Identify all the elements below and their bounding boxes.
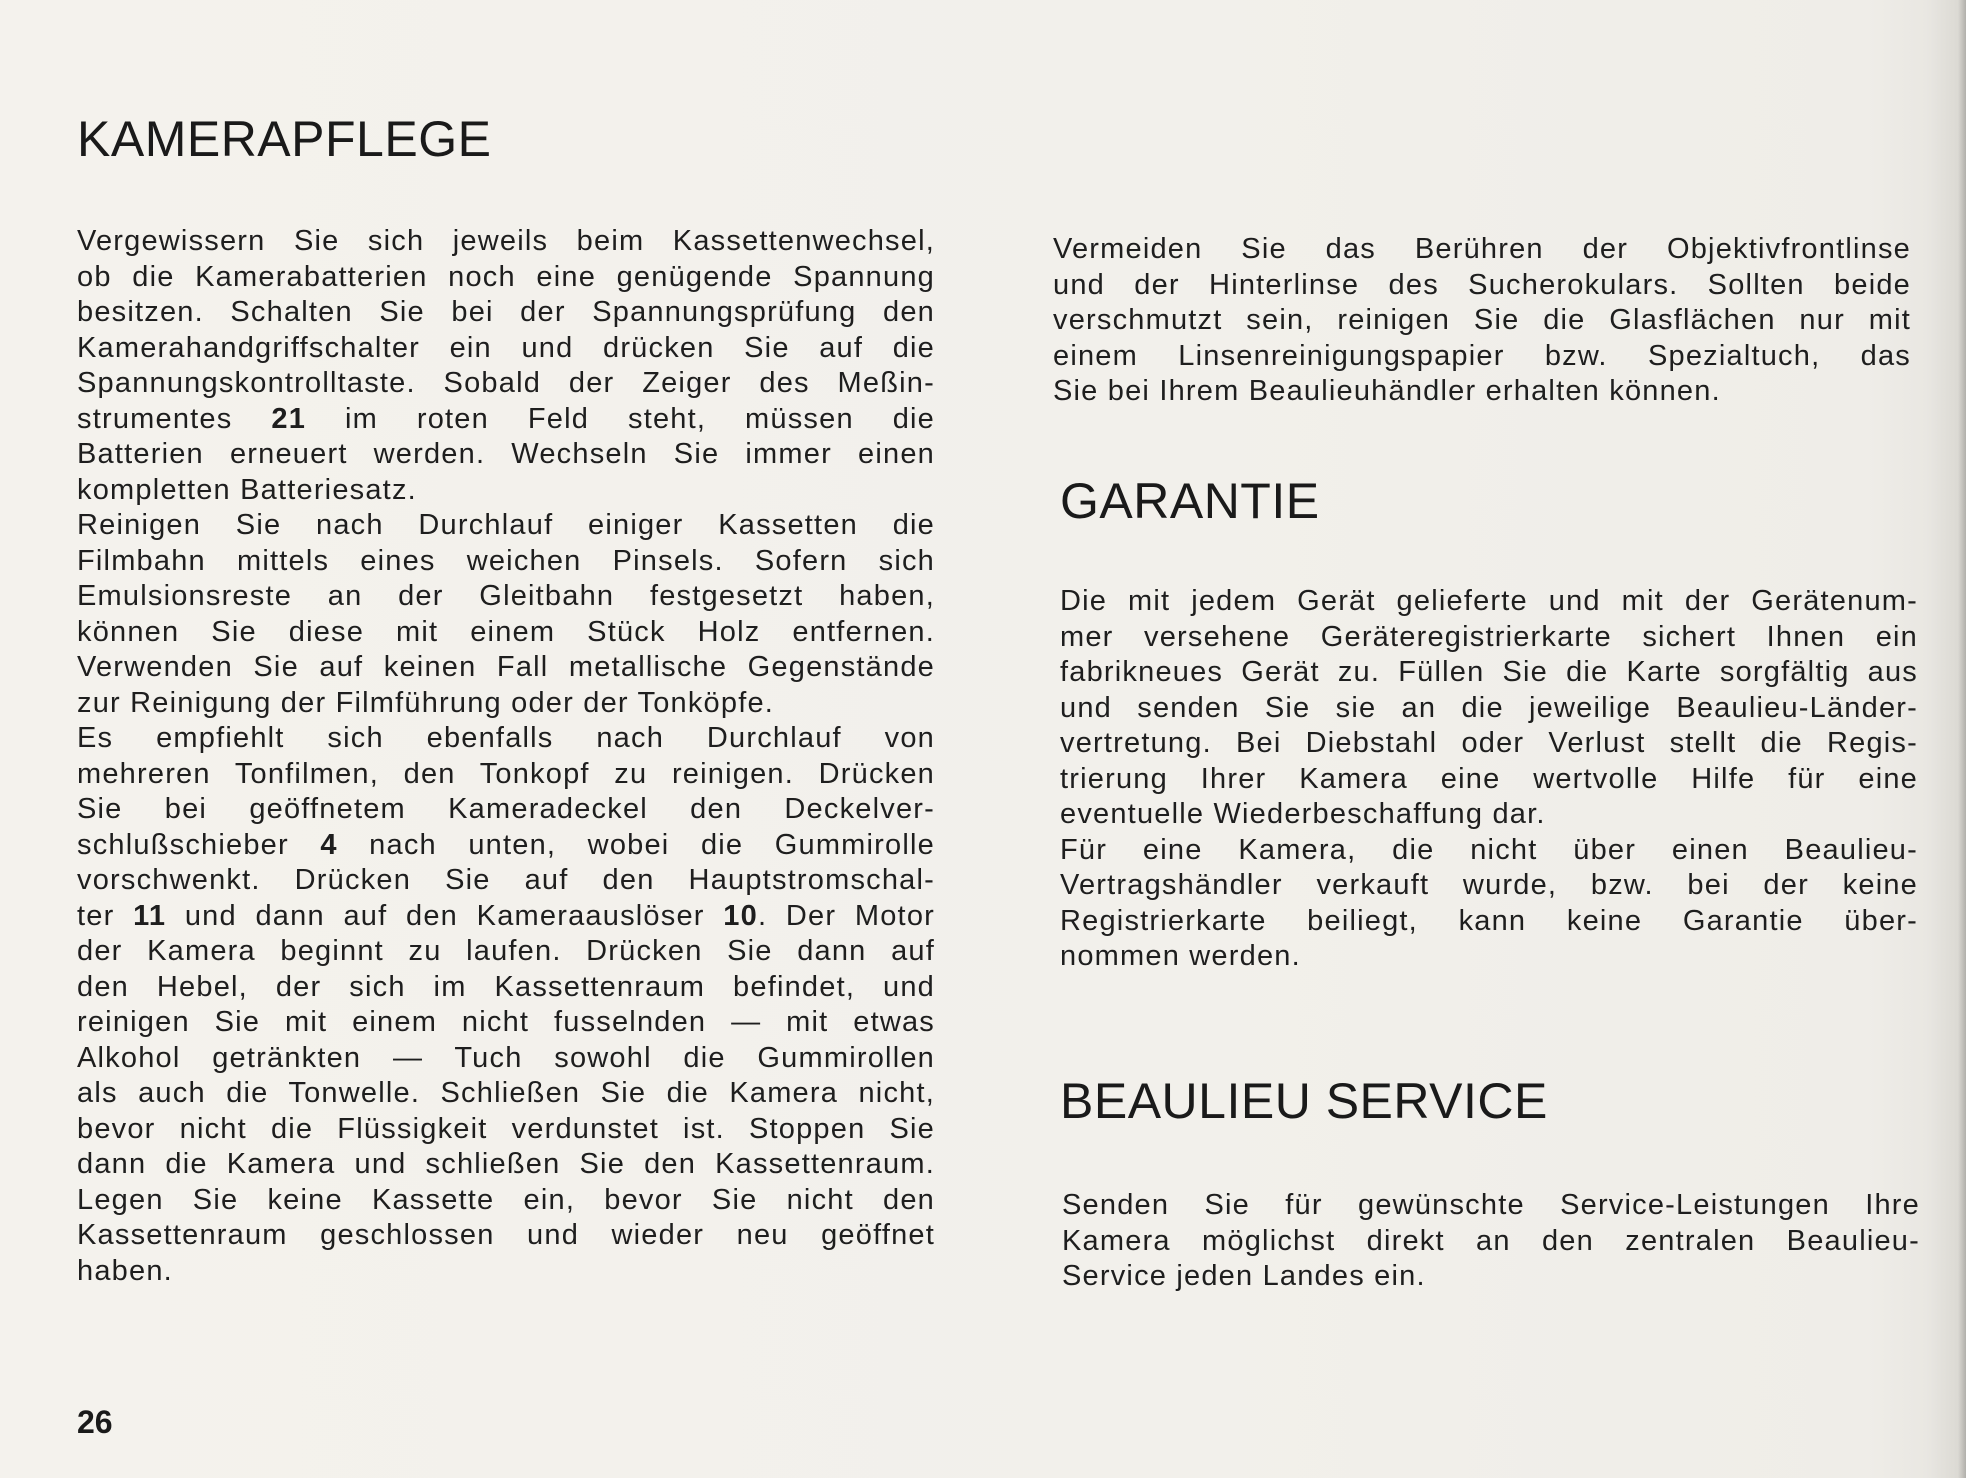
text-line: Spannungskontrolltaste. Sobald der Zeiger des Meßin- — [77, 367, 935, 399]
heading-beaulieu-service: BEAULIEU SERVICE — [1060, 1073, 1548, 1129]
text-line: Für eine Kamera, die nicht über einen Beaulieu- — [1060, 833, 1918, 866]
text-line: als auch die Tonwelle. Schließen Sie die Kamera nicht, — [77, 1077, 935, 1109]
text-line: einem Linsenreinigungspapier bzw. Spezialtuch, das — [1053, 339, 1911, 372]
part-number-ref: 21 — [271, 402, 307, 435]
text-line: Es empfiehlt sich ebenfalls nach Durchlauf von — [77, 722, 935, 754]
garantie-body — [1060, 584, 1918, 975]
text-line: haben. — [77, 1254, 173, 1287]
part-number-ref: 11 — [133, 899, 167, 932]
text-line: Sie bei geöffnetem Kameradeckel den Deckelver- — [77, 793, 935, 825]
text-line: Legen Sie keine Kassette ein, bevor Sie nicht den — [77, 1183, 935, 1216]
text-line: bevor nicht die Flüssigkeit verdunstet ist. Stoppen Sie — [77, 1112, 935, 1145]
text-line: Kassettenraum geschlossen und wieder neu geöffnet — [77, 1219, 935, 1251]
text-segment: im roten Feld steht, müssen die — [306, 402, 935, 435]
text-line: dann die Kamera und schließen Sie den Kassettenraum. — [77, 1148, 935, 1180]
text-line: mer versehene Geräteregistrierkarte sichert Ihnen ein — [1060, 620, 1918, 653]
text-line: Registrierkarte beiliegt, kann keine Garantie über- — [1060, 904, 1918, 937]
text-line: Emulsionsreste an der Gleitbahn festgesetzt haben, — [77, 580, 935, 612]
part-number-ref: 4 — [320, 828, 338, 861]
text-line: Vergewissern Sie sich jeweils beim Kassettenwechsel, — [77, 225, 935, 257]
heading-garantie: GARANTIE — [1060, 473, 1320, 529]
page-number: 26 — [77, 1404, 113, 1440]
text-line: der Kamera beginnt zu laufen. Drücken Sie dann auf — [77, 935, 935, 967]
text-line: besitzen. Schalten Sie bei der Spannungsprüfung den — [77, 296, 935, 328]
text-line: nommen werden. — [1060, 940, 1301, 972]
text-line — [77, 899, 935, 935]
text-line: zur Reinigung der Filmführung oder der Tonköpfe. — [77, 686, 775, 719]
text-line: eventuelle Wiederbeschaffung dar. — [1060, 798, 1546, 830]
text-segment: nach unten, wobei die Gummirolle — [337, 828, 935, 861]
text-line: trierung Ihrer Kamera eine wertvolle Hilfe für eine — [1060, 762, 1918, 795]
text-line: Reinigen Sie nach Durchlauf einiger Kassetten die — [77, 509, 935, 541]
text-line: Verwenden Sie auf keinen Fall metallische Gegenstände — [77, 651, 935, 683]
text-line: und der Hinterlinse des Sucherokulars. Sollten beide — [1053, 268, 1911, 301]
text-line: und senden Sie sie an die jeweilige Beaulieu-Länder- — [1060, 691, 1918, 724]
text-segment: und dann auf den Kameraauslöser — [166, 899, 724, 932]
text-line: Filmbahn mittels eines weichen Pinsels. Sofern sich — [77, 544, 935, 577]
text-line: Kamera möglichst direkt an den zentralen Beaulieu- — [1062, 1224, 1920, 1257]
text-segment: . Der Motor — [757, 899, 936, 932]
text-line: Senden Sie für gewünschte Service-Leistungen Ihre — [1062, 1189, 1920, 1221]
text-line: Kamerahandgriffschalter ein und drücken Sie auf die — [77, 331, 935, 364]
kamerapflege-body — [77, 224, 935, 1289]
text-segment: strumentes — [77, 402, 272, 435]
text-line: fabrikneues Gerät zu. Füllen Sie die Karte sorgfältig aus — [1060, 656, 1918, 688]
text-line: ob die Kamerabatterien noch eine genügende Spannung — [77, 260, 935, 293]
text-line: verschmutzt sein, reinigen Sie die Glasflächen nur mit — [1053, 304, 1911, 336]
heading-kamerapflege: KAMERAPFLEGE — [77, 111, 492, 167]
text-line: kompletten Batteriesatz. — [77, 473, 417, 506]
text-line: Batterien erneuert werden. Wechseln Sie immer einen — [77, 438, 935, 470]
text-line — [77, 402, 935, 438]
lens-care-paragraph — [1053, 232, 1911, 410]
text-line: Alkohol getränkten — Tuch sowohl die Gummirollen — [77, 1041, 935, 1074]
text-line: reinigen Sie mit einem nicht fusselnden — mit etwas — [77, 1006, 935, 1038]
service-body — [1062, 1188, 1920, 1295]
text-line: können Sie diese mit einem Stück Holz entfernen. — [77, 615, 935, 648]
text-line — [77, 828, 935, 864]
part-number-ref: 10 — [723, 899, 758, 932]
text-line: Vertragshändler verkauft wurde, bzw. bei der keine — [1060, 869, 1918, 901]
text-line: den Hebel, der sich im Kassettenraum befindet, und — [77, 970, 935, 1003]
text-line: mehreren Tonfilmen, den Tonkopf zu reinigen. Drücken — [77, 757, 935, 790]
text-line: vertretung. Bei Diebstahl oder Verlust stellt die Regis- — [1060, 727, 1918, 759]
text-line: Sie bei Ihrem Beaulieuhändler erhalten können. — [1053, 375, 1721, 407]
text-segment: ter — [77, 899, 134, 932]
text-segment: schlußschieber — [77, 828, 321, 861]
text-line: Service jeden Landes ein. — [1062, 1260, 1426, 1292]
text-line: vorschwenkt. Drücken Sie auf den Hauptstromschal- — [77, 864, 935, 896]
page-edge-shadow — [1958, 0, 1966, 1478]
text-line: Vermeiden Sie das Berühren der Objektivfrontlinse — [1053, 233, 1911, 265]
text-line: Die mit jedem Gerät gelieferte und mit der Gerätenum- — [1060, 585, 1918, 617]
